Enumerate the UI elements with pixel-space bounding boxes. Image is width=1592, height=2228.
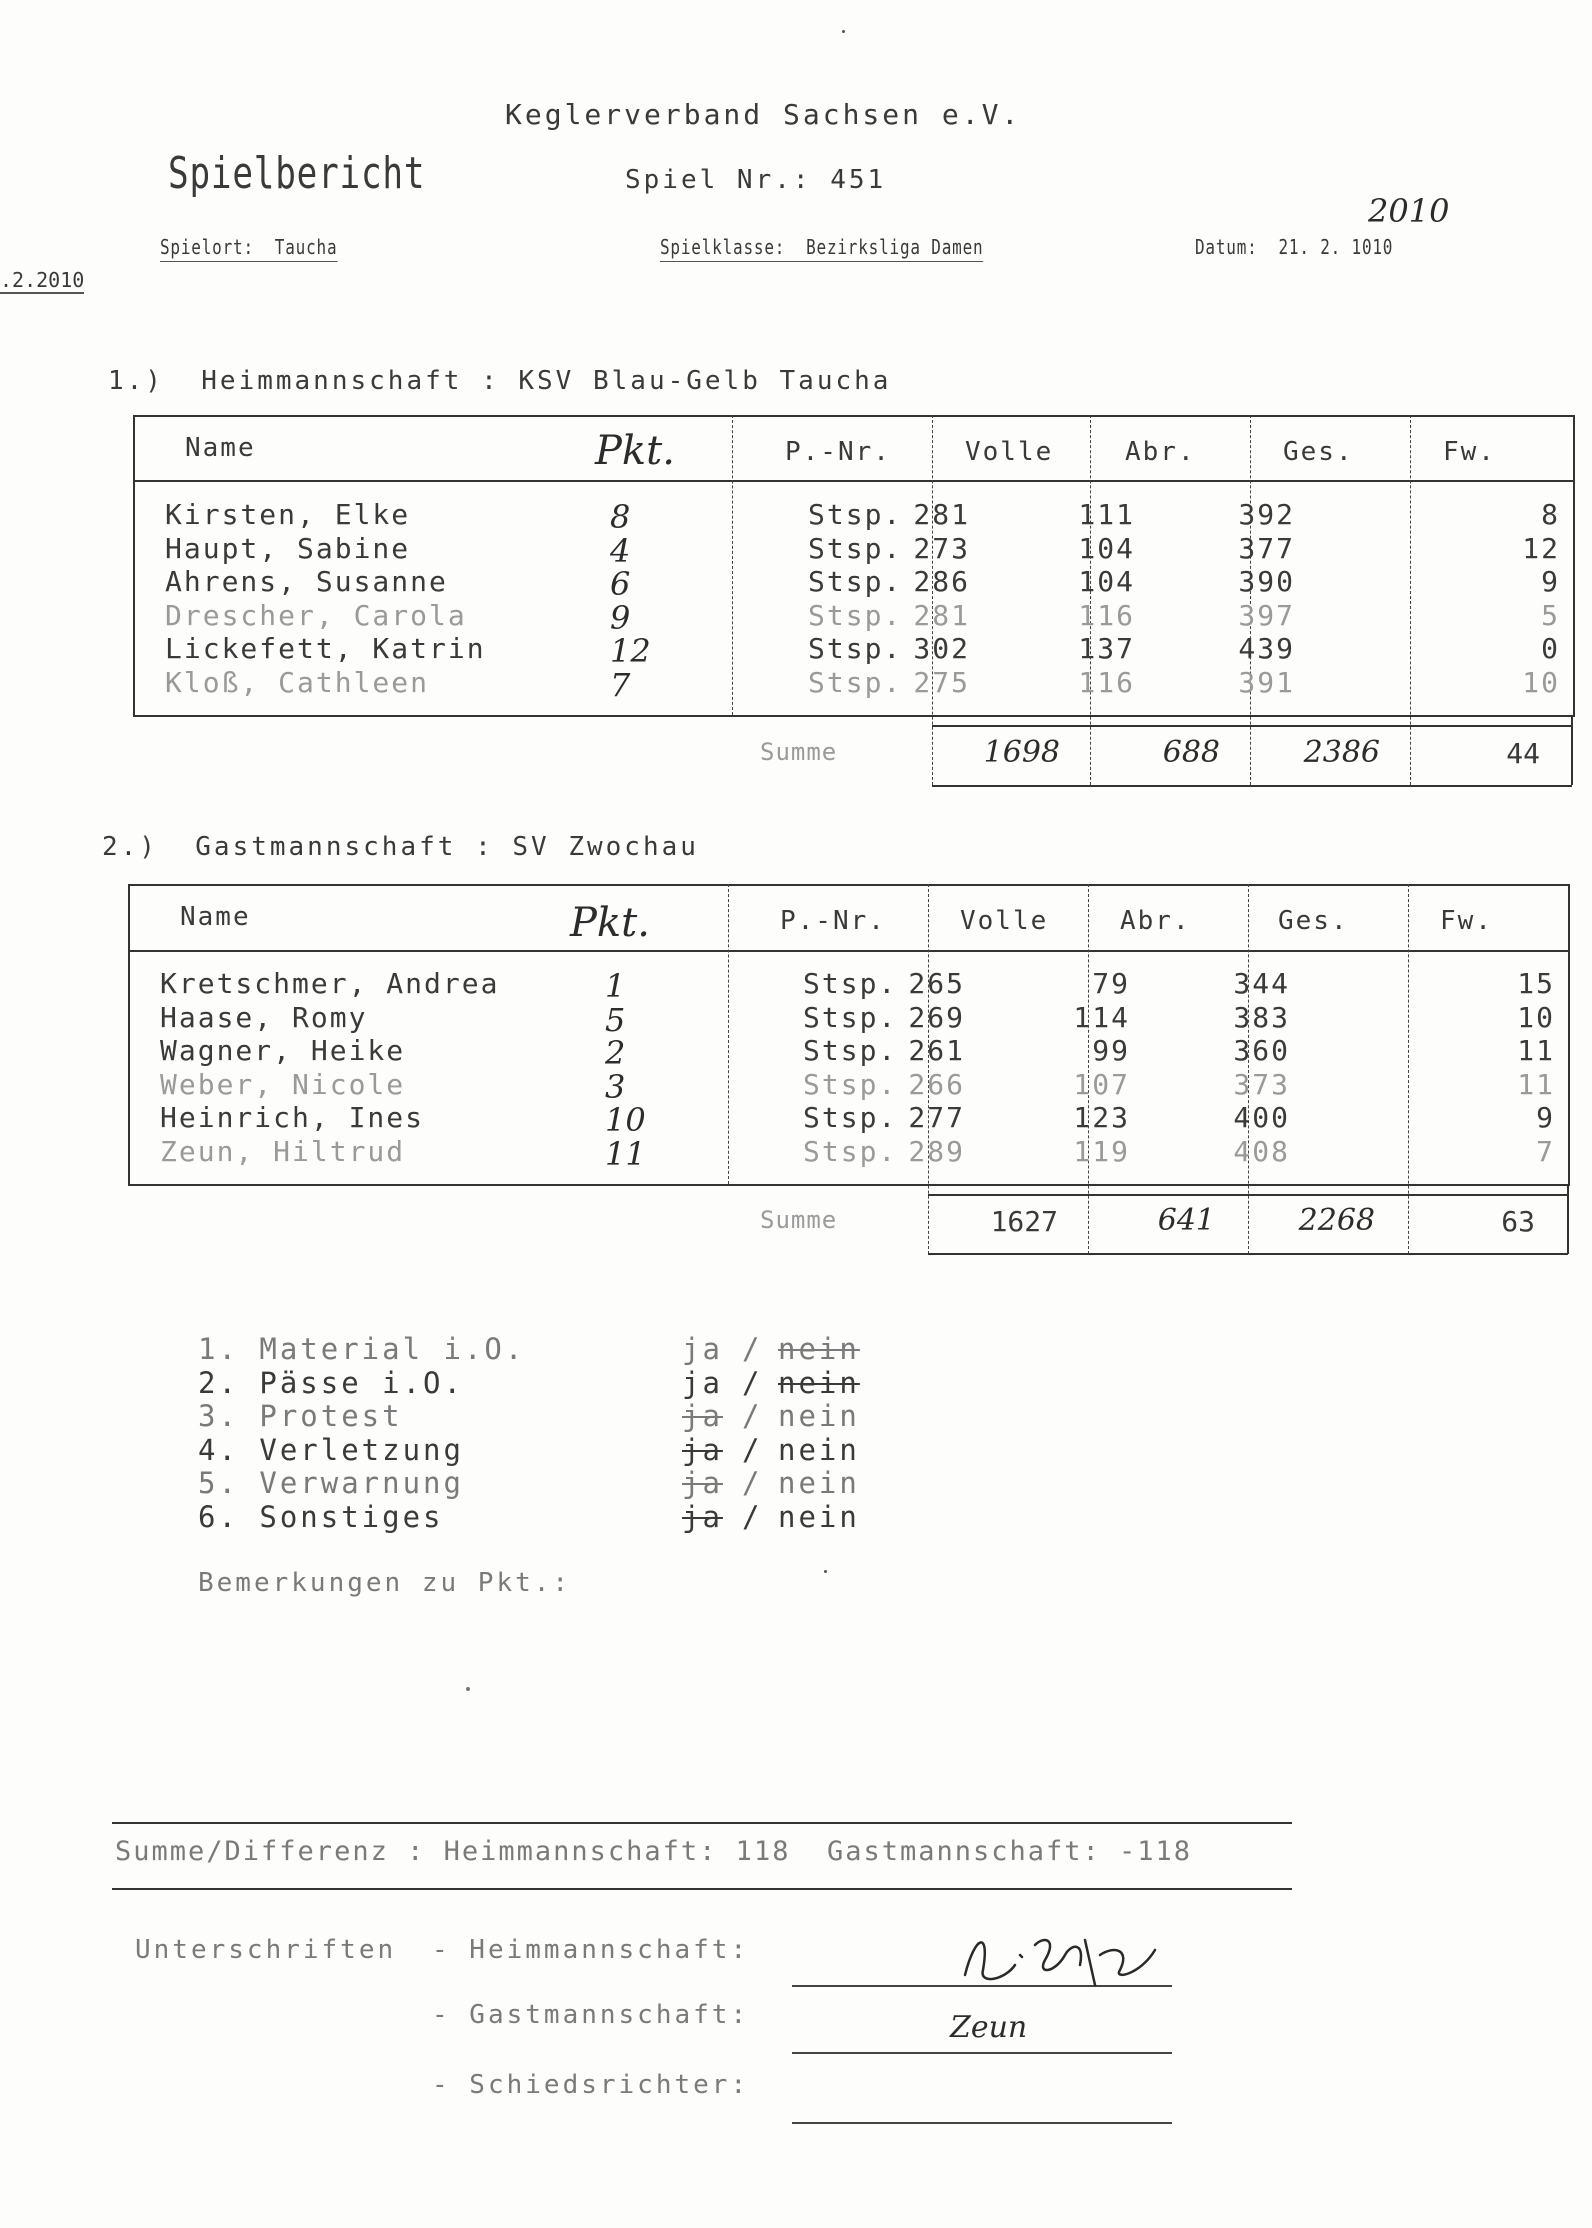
player-fw: 10 <box>1517 1000 1555 1034</box>
player-fw: 12 <box>1522 531 1560 565</box>
player-abr: 104 <box>1078 531 1135 565</box>
col-fw: Fw. <box>1440 906 1493 936</box>
home-header-divider <box>133 480 1573 482</box>
guest-sum-abr: 641 <box>1157 1203 1215 1238</box>
divider <box>1410 415 1411 785</box>
signature-guest-line <box>792 2052 1172 2054</box>
player-abr: 79 <box>1092 967 1130 1000</box>
col-pnr: P.-Nr. <box>780 906 886 936</box>
guest-team-heading: 2.) Gastmannschaft : SV Zwochau <box>102 832 699 862</box>
player-pnr: Stsp. <box>803 967 898 1000</box>
player-name: Lickefett, Katrin <box>165 632 486 665</box>
col-name: Name <box>180 902 251 932</box>
difference-bottom-rule <box>112 1888 1292 1890</box>
player-points: 11 <box>605 1134 646 1173</box>
player-name: Haupt, Sabine <box>165 531 411 565</box>
player-volle: 281 <box>913 598 970 632</box>
checklist-separator: / <box>742 1466 763 1500</box>
player-ges: 439 <box>1238 632 1295 665</box>
player-fw: 10 <box>1522 665 1560 699</box>
class-label: Spielklasse: <box>660 235 786 259</box>
guest-sum-volle: 1627 <box>990 1205 1058 1238</box>
checklist-yes: ja <box>682 1466 723 1500</box>
date-label: Datum: <box>1195 235 1258 259</box>
player-points: 9 <box>610 598 631 637</box>
signature-referee-label: - Schiedsrichter: <box>432 2070 750 2100</box>
player-pnr: Stsp. <box>808 498 903 531</box>
checklist-label: 4. Verletzung <box>198 1432 464 1467</box>
match-number-value: 451 <box>830 165 887 195</box>
player-fw: 9 <box>1536 1101 1555 1134</box>
player-ges: 373 <box>1233 1067 1290 1101</box>
difference-line: Summe/Differenz : Heimmannschaft: 118 Gastmannschaft: -118 <box>115 1836 1193 1867</box>
venue-label: Spielort: <box>160 235 254 259</box>
checklist-separator: / <box>742 1399 763 1433</box>
col-pkt: Pkt. <box>570 900 650 946</box>
match-date <box>1195 235 1393 261</box>
remarks-label: Bemerkungen zu Pkt.: <box>198 1568 572 1598</box>
home-sum-label: Summe <box>760 738 838 766</box>
col-pkt: Pkt. <box>595 428 675 474</box>
player-abr: 116 <box>1078 665 1135 699</box>
col-ges: Ges. <box>1278 906 1349 936</box>
player-name: Weber, Nicole <box>160 1067 406 1101</box>
checklist-label: 1. Material i.O. <box>198 1332 526 1366</box>
speck <box>466 1687 470 1691</box>
divider <box>728 884 729 1184</box>
player-ges: 377 <box>1238 531 1295 565</box>
guest-sum-ges: 2268 <box>1298 1203 1375 1238</box>
player-volle: 275 <box>913 665 970 699</box>
guest-sum-fw: 63 <box>1501 1205 1535 1238</box>
player-name: Ahrens, Susanne <box>165 565 448 598</box>
col-volle: Volle <box>965 437 1054 467</box>
player-name: Kretschmer, Andrea <box>160 967 500 1000</box>
home-sum-ges: 2386 <box>1303 735 1380 770</box>
player-volle: 261 <box>908 1034 965 1067</box>
handwritten-year: 2010 <box>1368 192 1450 230</box>
checklist-label: 3. Protest <box>198 1399 403 1433</box>
player-abr: 104 <box>1078 565 1135 598</box>
checklist-yes: ja <box>682 1432 723 1467</box>
player-abr: 114 <box>1073 1000 1130 1034</box>
home-sum-volle: 1698 <box>983 735 1060 770</box>
player-abr: 99 <box>1092 1034 1130 1067</box>
divider <box>1571 715 1573 785</box>
checklist-label: 6. Sonstiges <box>198 1499 444 1534</box>
player-fw: 5 <box>1541 598 1560 632</box>
player-volle: 265 <box>908 967 965 1000</box>
player-ges: 360 <box>1233 1034 1290 1067</box>
player-name: Haase, Romy <box>160 1000 368 1034</box>
checklist-no: nein <box>778 1432 860 1467</box>
checklist-yes: ja <box>682 1499 723 1534</box>
player-fw: 0 <box>1541 632 1560 665</box>
player-ges: 391 <box>1238 665 1295 699</box>
player-points: 6 <box>610 565 631 603</box>
checklist-no: nein <box>778 1365 860 1400</box>
col-abr: Abr. <box>1125 437 1196 467</box>
speck <box>824 1570 827 1573</box>
guest-signature: Zeun <box>950 2010 1028 2045</box>
checklist-yes: ja <box>682 1365 723 1400</box>
player-pnr: Stsp. <box>808 665 903 699</box>
venue <box>160 235 337 262</box>
home-signature-scribble <box>945 1925 1185 1995</box>
margin-date: .2.2010 <box>0 268 85 292</box>
home-sum-abr: 688 <box>1162 735 1220 770</box>
player-pnr: Stsp. <box>808 531 903 565</box>
home-sum-fw: 44 <box>1506 737 1540 770</box>
player-name: Heinrich, Ines <box>160 1101 425 1134</box>
player-points: 1 <box>605 967 626 1005</box>
divider <box>1408 884 1409 1254</box>
player-ges: 392 <box>1238 498 1295 531</box>
match-number <box>625 165 886 195</box>
player-abr: 123 <box>1073 1101 1130 1134</box>
player-volle: 281 <box>913 498 970 531</box>
divider <box>732 415 733 715</box>
col-abr: Abr. <box>1120 906 1191 936</box>
col-fw: Fw. <box>1443 437 1496 467</box>
page-title: Spielbericht <box>168 148 426 199</box>
signature-referee-line <box>792 2122 1172 2124</box>
player-ges: 397 <box>1238 598 1295 632</box>
player-fw: 11 <box>1517 1067 1555 1101</box>
player-abr: 111 <box>1078 498 1135 531</box>
match-number-label: Spiel Nr.: <box>625 165 812 195</box>
player-volle: 266 <box>908 1067 965 1101</box>
player-abr: 119 <box>1073 1134 1130 1168</box>
col-volle: Volle <box>960 906 1049 936</box>
player-pnr: Stsp. <box>808 565 903 598</box>
player-points: 10 <box>605 1101 646 1139</box>
player-pnr: Stsp. <box>808 632 903 665</box>
checklist-yes: ja <box>682 1332 723 1366</box>
player-pnr: Stsp. <box>803 1101 898 1134</box>
player-abr: 116 <box>1078 598 1135 632</box>
player-abr: 107 <box>1073 1067 1130 1101</box>
player-points: 3 <box>605 1067 626 1106</box>
divider <box>1567 1184 1569 1254</box>
guest-header-divider <box>128 950 1568 952</box>
checklist-no: nein <box>778 1466 860 1500</box>
checklist-separator: / <box>742 1365 763 1400</box>
checklist-label: 5. Verwarnung <box>198 1466 464 1500</box>
speck <box>842 30 845 33</box>
checklist-separator: / <box>742 1432 763 1467</box>
player-pnr: Stsp. <box>808 598 903 632</box>
player-name: Drescher, Carola <box>165 598 467 632</box>
player-pnr: Stsp. <box>803 1134 898 1168</box>
col-pnr: P.-Nr. <box>785 437 891 467</box>
player-fw: 11 <box>1517 1034 1555 1067</box>
checklist-no: nein <box>778 1399 860 1433</box>
player-points: 8 <box>610 498 631 536</box>
player-volle: 273 <box>913 531 970 565</box>
player-points: 7 <box>610 665 631 704</box>
guest-sum-bottom <box>928 1253 1568 1255</box>
checklist-label: 2. Pässe i.O. <box>198 1365 464 1400</box>
checklist-no: nein <box>778 1499 860 1534</box>
player-points: 2 <box>605 1034 626 1072</box>
signature-home-label: - Heimmannschaft: <box>432 1935 750 1965</box>
checklist-no: nein <box>778 1332 860 1366</box>
home-sum-bottom <box>932 785 1572 787</box>
checklist-separator: / <box>742 1332 763 1366</box>
player-ges: 383 <box>1233 1000 1290 1034</box>
player-abr: 137 <box>1078 632 1135 665</box>
player-points: 4 <box>610 531 631 570</box>
player-fw: 9 <box>1541 565 1560 598</box>
federation-name: Keglerverband Sachsen e.V. <box>505 98 1022 131</box>
player-fw: 7 <box>1536 1134 1555 1168</box>
player-name: Kirsten, Elke <box>165 498 411 531</box>
signature-guest-label: - Gastmannschaft: <box>432 2000 750 2030</box>
player-volle: 277 <box>908 1101 965 1134</box>
match-class <box>660 235 983 262</box>
player-volle: 302 <box>913 632 970 665</box>
col-name: Name <box>185 433 256 463</box>
checklist-yes: ja <box>682 1399 723 1433</box>
player-fw: 15 <box>1517 967 1555 1000</box>
player-pnr: Stsp. <box>803 1067 898 1101</box>
class-value: Bezirksliga Damen <box>806 235 984 259</box>
player-pnr: Stsp. <box>803 1034 898 1067</box>
col-ges: Ges. <box>1283 437 1354 467</box>
venue-value: Taucha <box>274 235 338 259</box>
player-volle: 269 <box>908 1000 965 1034</box>
player-volle: 289 <box>908 1134 965 1168</box>
guest-sum-top <box>928 1194 1568 1196</box>
player-ges: 400 <box>1233 1101 1290 1134</box>
difference-top-rule <box>112 1822 1292 1824</box>
player-points: 12 <box>610 632 651 670</box>
player-pnr: Stsp. <box>803 1000 898 1034</box>
signatures-label: Unterschriften <box>135 1935 397 1965</box>
player-points: 5 <box>605 1000 626 1039</box>
player-name: Wagner, Heike <box>160 1034 406 1067</box>
checklist-separator: / <box>742 1499 763 1534</box>
player-ges: 344 <box>1233 967 1290 1000</box>
player-fw: 8 <box>1541 498 1560 531</box>
home-team-heading: 1.) Heimmannschaft : KSV Blau-Gelb Taucha <box>108 366 892 396</box>
player-name: Zeun, Hiltrud <box>160 1134 406 1168</box>
guest-sum-label: Summe <box>760 1206 838 1234</box>
home-sum-top <box>932 725 1572 727</box>
player-volle: 286 <box>913 565 970 598</box>
player-ges: 408 <box>1233 1134 1290 1168</box>
date-value: 21. 2. 1010 <box>1278 235 1394 259</box>
player-name: Kloß, Cathleen <box>165 665 430 699</box>
player-ges: 390 <box>1238 565 1295 598</box>
